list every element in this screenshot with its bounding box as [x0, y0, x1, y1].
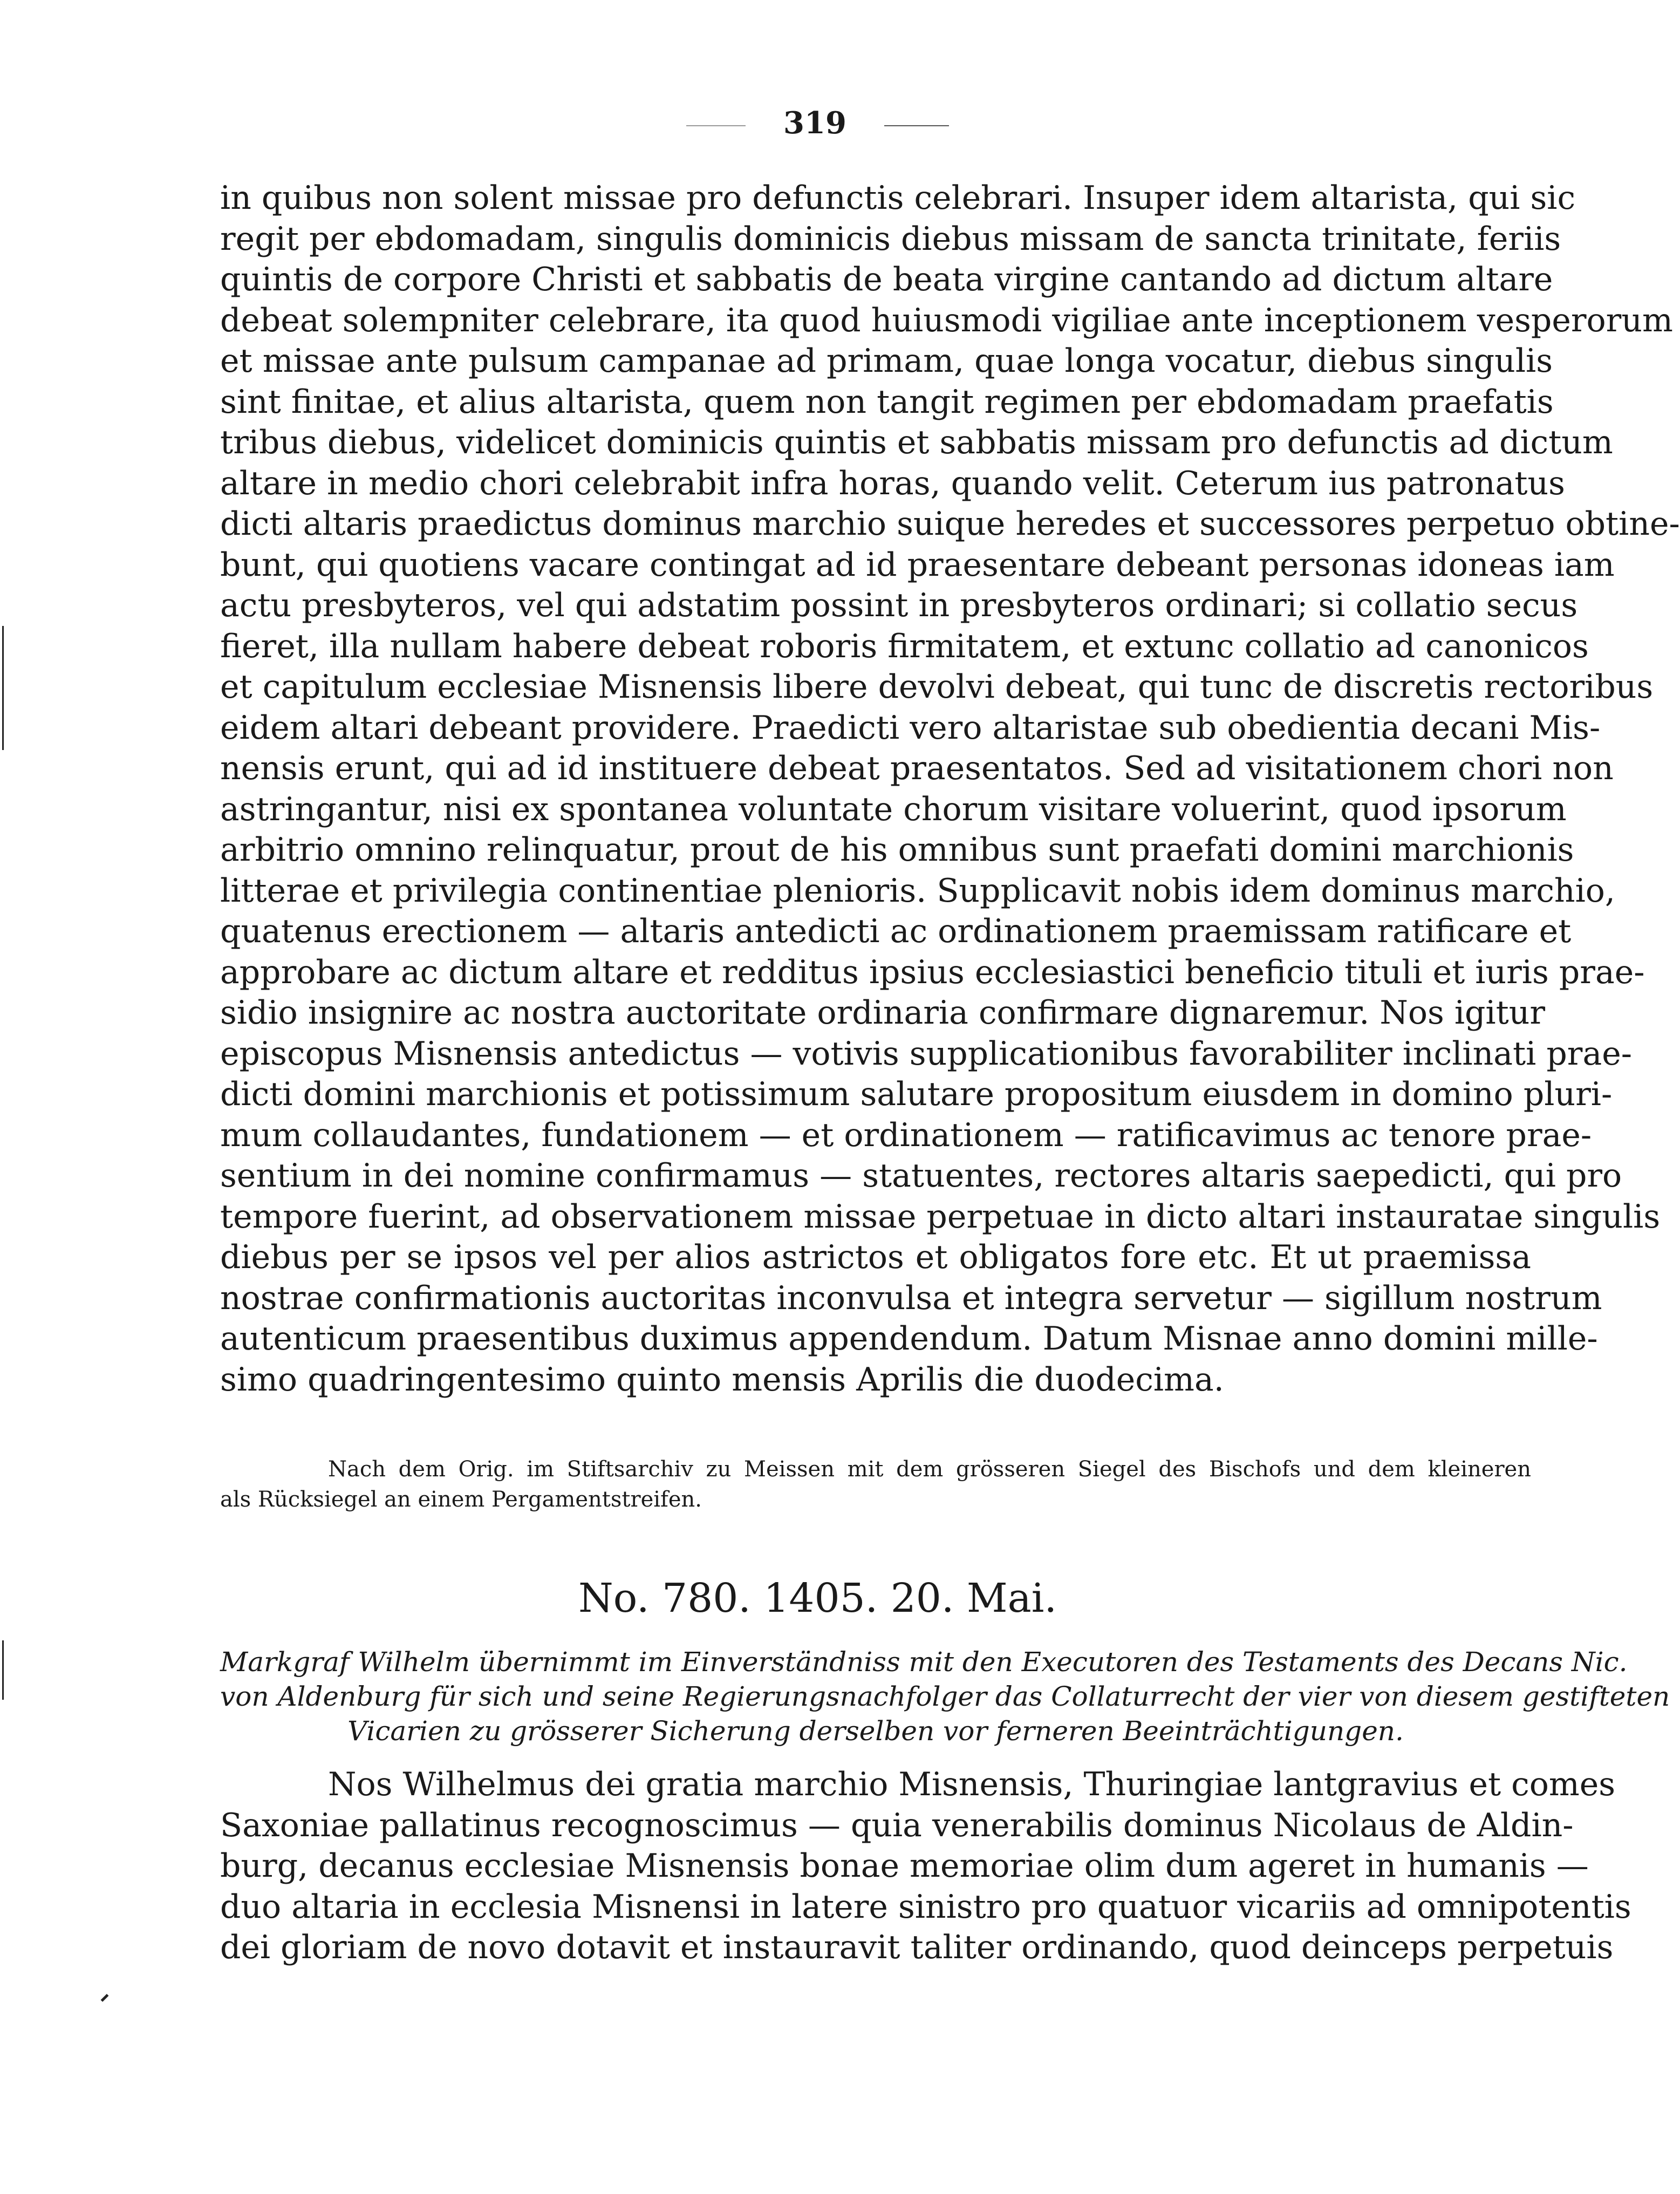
charter-text: [220, 1764, 1631, 1968]
text-line: diebus per se ipsos vel per alios astrictos et obligatos fore etc. Et ut praemissa: [220, 1238, 1531, 1276]
page-header: [0, 101, 1635, 145]
header-rule-right: [884, 125, 949, 126]
source-note: [220, 1454, 1531, 1515]
text-line: Saxoniae pallatinus recognoscimus — quia venerabilis dominus Nicolaus de Aldin-: [220, 1806, 1574, 1844]
text-line: actu presbyteros, vel qui adstatim possint in presbyteros ordinari; si collatio secus: [220, 587, 1578, 624]
text-line: sint finitae, et alius altarista, quem non tangit regimen per ebdomadam praefatis: [220, 383, 1554, 421]
text-line: debeat solempniter celebrare, ita quod huiusmodi vigiliae ante inceptionem vesperorum: [220, 301, 1673, 339]
margin-line: [2, 1640, 4, 1700]
text-line: arbitrio omnino relinquatur, prout de his omnibus sunt praefati domini marchionis: [220, 831, 1574, 869]
document-heading: No. 780. 1405. 20. Mai.: [578, 1575, 1057, 1621]
text-line: tempore fuerint, ad observationem missae perpetuae in dicto altari instauratae singulis: [220, 1197, 1661, 1236]
text-line: duo altaria in ecclesia Misnensi in latere sinistro pro quatuor vicariis ad omnipotentis: [220, 1888, 1631, 1926]
margin-line: [2, 626, 4, 750]
page-number: 319: [783, 105, 846, 141]
source-note-line: Nach dem Orig. im Stiftsarchiv zu Meissen mit dem grösseren Siegel des Bischofs und dem kleineren: [328, 1457, 1531, 1482]
text-line: fieret, illa nullam habere debeat roboris firmitatem, et extunc collatio ad canonicos: [220, 627, 1589, 665]
source-note-line: als Rücksiegel an einem Pergamentstreifen.: [220, 1487, 702, 1512]
text-line: altare in medio chori celebrabit infra horas, quando velit. Ceterum ius patronatus: [220, 464, 1565, 502]
text-line: tribus diebus, videlicet dominicis quintis et sabbatis missam pro defunctis ad dictum: [220, 424, 1613, 461]
regest-summary: [220, 1645, 1670, 1748]
text-line: et missae ante pulsum campanae ad primam, quae longa vocatur, diebus singulis: [220, 342, 1553, 380]
text-line: regit per ebdomadam, singulis dominicis diebus missam de sancta trinitate, feriis: [220, 220, 1561, 258]
text-line: in quibus non solent missae pro defunctis celebrari. Insuper idem altarista, qui sic: [220, 179, 1576, 217]
text-line: autenticum praesentibus duximus appendendum. Datum Misnae anno domini mille-: [220, 1320, 1598, 1358]
margin-speck: [101, 1994, 109, 2002]
regest-line: Markgraf Wilhelm übernimmt im Einverständniss mit den Executoren des Testaments des Decans Nic.: [220, 1646, 1628, 1678]
text-line: episcopus Misnensis antedictus — votivis supplicationibus favorabiliter inclinati prae-: [220, 1034, 1633, 1073]
text-line: eidem altari debeant providere. Praedicti vero altaristae sub obedientia decani Mis-: [220, 708, 1601, 747]
text-line: nostrae confirmationis auctoritas inconvulsa et integra servetur — sigillum nostrum: [220, 1279, 1602, 1317]
text-line: dei gloriam de novo dotavit et instauravit taliter ordinando, quod deinceps perpetuis: [220, 1929, 1614, 1966]
text-line: quatenus erectionem — altaris antedicti ac ordinationem praemissam ratificare et: [220, 912, 1572, 950]
text-line: litterae et privilegia continentiae plenioris. Supplicavit nobis idem dominus marchio,: [220, 871, 1615, 910]
text-line: approbare ac dictum altare et redditus ipsius ecclesiastici beneficio tituli et iuris prae-: [220, 953, 1645, 991]
text-line: mum collaudantes, fundationem — et ordinationem — ratificavimus ac tenore prae-: [220, 1116, 1592, 1154]
regest-line: von Aldenburg für sich und seine Regierungsnachfolger das Collaturrecht der vier von diesem gestifteten: [220, 1681, 1670, 1712]
text-line: quintis de corpore Christi et sabbatis de beata virgine cantando ad dictum altare: [220, 261, 1553, 298]
regest-line: Vicarien zu grösserer Sicherung derselben vor ferneren Beeinträchtigungen.: [347, 1715, 1404, 1747]
text-line: burg, decanus ecclesiae Misnensis bonae memoriae olim dum ageret in humanis —: [220, 1847, 1589, 1885]
text-line: sidio insignire ac nostra auctoritate ordinaria confirmare dignaremur. Nos igitur: [220, 994, 1546, 1032]
text-line: dicti domini marchionis et potissimum salutare propositum eiusdem in domino pluri-: [220, 1075, 1613, 1113]
text-line: astringantur, nisi ex spontanea voluntate chorum visitare voluerint, quod ipsorum: [220, 790, 1567, 828]
text-line: nensis erunt, qui ad id instituere debeat praesentatos. Sed ad visitationem chori non: [220, 749, 1614, 787]
text-line: dicti altaris praedictus dominus marchio suique heredes et successores perpetuo obtine-: [220, 505, 1680, 543]
text-line: simo quadringentesimo quinto mensis Aprilis die duodecima.: [220, 1360, 1224, 1399]
text-line: et capitulum ecclesiae Misnensis libere devolvi debeat, qui tunc de discretis rectoribus: [220, 668, 1654, 706]
continuation-text: [220, 178, 1680, 1400]
header-rule-left: [686, 125, 746, 126]
text-line: bunt, qui quotiens vacare contingat ad id praesentare debeant personas idoneas iam: [220, 546, 1615, 584]
text-line: sentium in dei nomine confirmamus — statuentes, rectores altaris saepedicti, qui pro: [220, 1157, 1622, 1195]
text-line: Nos Wilhelmus dei gratia marchio Misnensis, Thuringiae lantgravius et comes: [328, 1766, 1616, 1803]
